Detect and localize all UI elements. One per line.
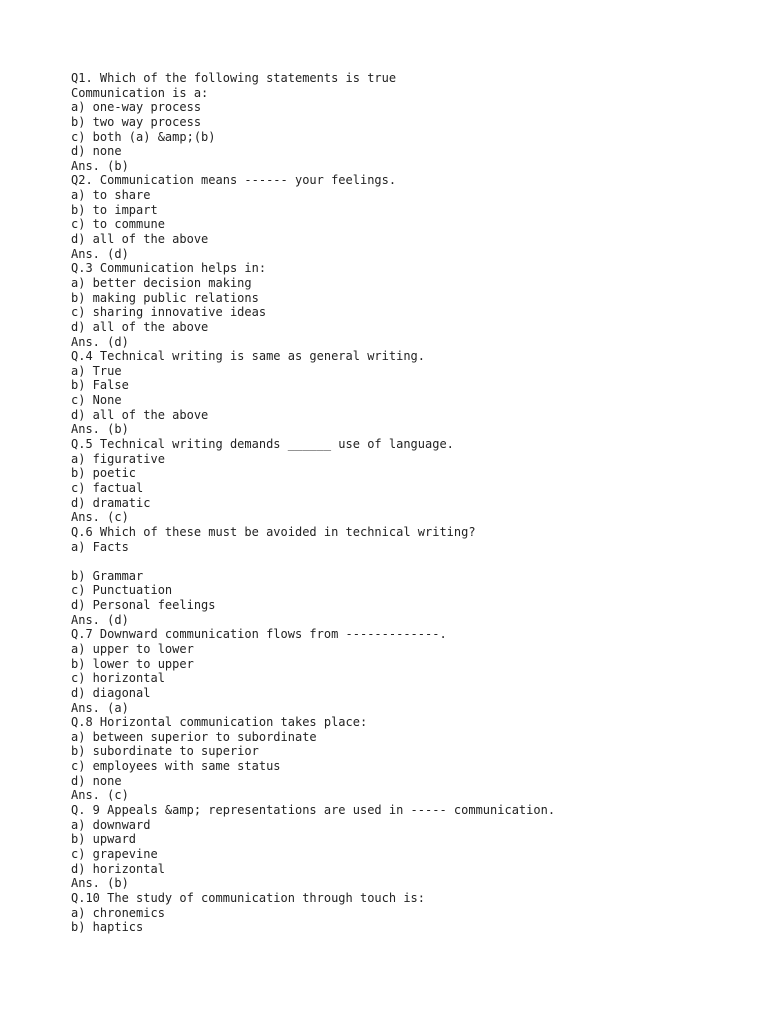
text-line: Ans. (b)	[71, 422, 129, 437]
text-line: Ans. (a)	[71, 700, 129, 715]
text-line: b) haptics	[71, 920, 144, 935]
text-line: a) better decision making	[71, 275, 252, 290]
text-line: Q. 9 Appeals &amp; representations are used in ----- communication.	[71, 803, 556, 818]
text-line: d) dramatic	[71, 495, 151, 510]
text-line: a) Facts	[71, 539, 129, 554]
text-line	[71, 554, 731, 569]
text-line: a) chronemics	[71, 905, 165, 920]
text-line: Q.5 Technical writing demands ______ use of language.	[71, 437, 454, 452]
text-line: c) employees with same status	[71, 759, 281, 774]
text-line: a) between superior to subordinate	[71, 729, 317, 744]
text-line: Ans. (d)	[71, 334, 129, 349]
text-line: d) none	[71, 773, 122, 788]
text-line: c) None	[71, 393, 122, 408]
text-line: d) none	[71, 144, 122, 159]
text-line: a) figurative	[71, 451, 165, 466]
text-line: d) horizontal	[71, 861, 165, 876]
text-line: b) False	[71, 378, 129, 393]
text-line: b) to impart	[71, 202, 158, 217]
text-line: b) lower to upper	[71, 656, 194, 671]
text-line: Q2. Communication means ------ your feelings.	[71, 173, 397, 188]
text-line: Q1. Which of the following statements is true	[71, 71, 397, 85]
text-line: Q.4 Technical writing is same as general writing.	[71, 349, 426, 364]
text-line: d) diagonal	[71, 685, 151, 700]
text-line: Q.10 The study of communication through touch is:	[71, 890, 426, 905]
text-line: c) sharing innovative ideas	[71, 305, 267, 320]
text-line: a) True	[71, 363, 122, 378]
text-line: a) to share	[71, 188, 151, 203]
text-line: d) all of the above	[71, 232, 209, 247]
text-line: d) all of the above	[71, 319, 209, 334]
text-line: c) Punctuation	[71, 583, 173, 598]
text-line: c) horizontal	[71, 671, 165, 686]
text-line: c) to commune	[71, 217, 165, 232]
text-line: d) all of the above	[71, 407, 209, 422]
text-line: b) two way process	[71, 114, 202, 129]
text-line: a) upper to lower	[71, 641, 194, 656]
text-line: Q.6 Which of these must be avoided in technical writing?	[71, 524, 476, 539]
text-line: c) both (a) &amp;(b)	[71, 129, 216, 144]
text-line: a) one-way process	[71, 100, 202, 115]
text-line: Ans. (d)	[71, 246, 129, 261]
text-line: a) downward	[71, 817, 151, 832]
text-line: Ans. (b)	[71, 158, 129, 173]
text-line: Ans. (d)	[71, 612, 129, 627]
text-line: b) making public relations	[71, 290, 259, 305]
text-line: c) factual	[71, 480, 144, 495]
text-line: Q.8 Horizontal communication takes place:	[71, 715, 368, 730]
text-line: Ans. (c)	[71, 510, 129, 525]
document-body	[71, 71, 731, 935]
text-line: c) grapevine	[71, 846, 158, 861]
text-line: b) upward	[71, 832, 137, 847]
text-line: Communication is a:	[71, 85, 209, 100]
text-line: Ans. (b)	[71, 876, 129, 891]
text-line: b) subordinate to superior	[71, 744, 259, 759]
text-line: Ans. (c)	[71, 788, 129, 803]
text-line: b) poetic	[71, 466, 137, 481]
text-line: Q.7 Downward communication flows from -------------.	[71, 627, 447, 642]
text-line: d) Personal feelings	[71, 598, 216, 613]
text-line: Q.3 Communication helps in:	[71, 261, 267, 276]
text-line: b) Grammar	[71, 568, 144, 583]
